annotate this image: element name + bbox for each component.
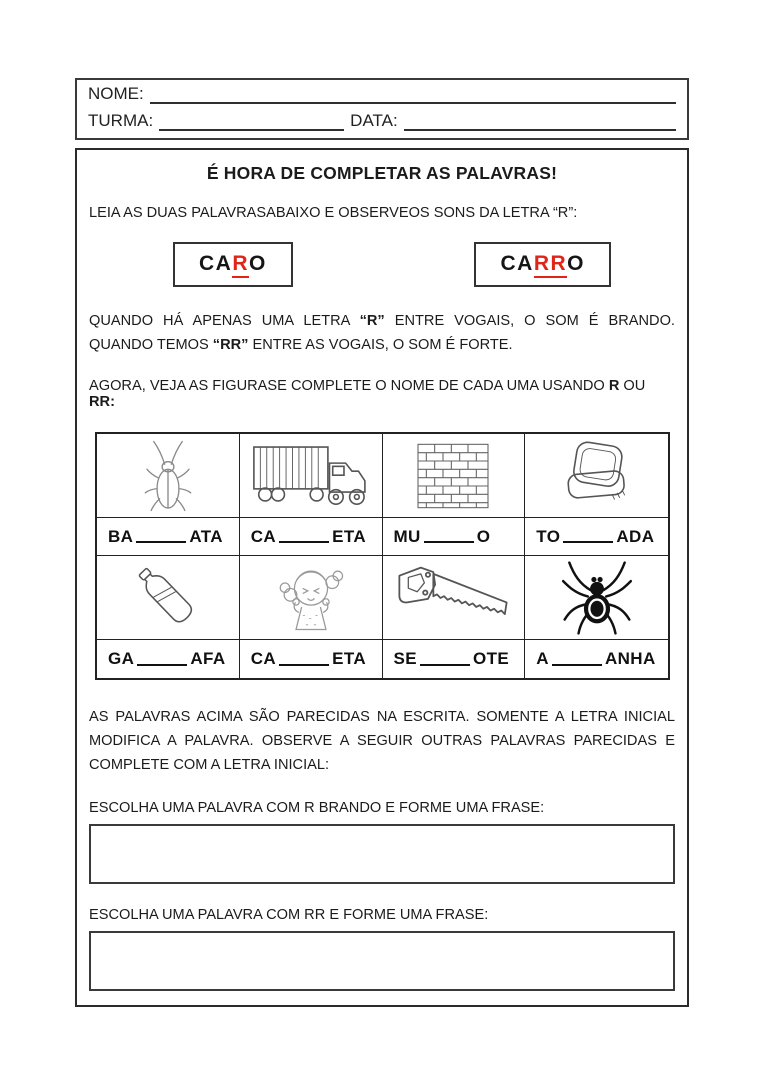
cockroach-icon (142, 439, 194, 513)
word-cell-serrote (383, 640, 526, 678)
lead-instruction: LEIA AS DUAS PALAVRASABAIXO E OBSERVEOS SONS DA LETRA “R”: (89, 205, 578, 221)
answer-blank-serrote[interactable] (420, 653, 470, 666)
picture-cell-serrote (383, 556, 526, 640)
sentence-box-r[interactable] (89, 824, 675, 884)
picture-cell-garrafa (97, 556, 240, 640)
bottle-icon (128, 560, 208, 636)
carro-start: CA (500, 252, 534, 275)
caro-start: CA (199, 252, 233, 275)
answer-blank-careta-2[interactable] (279, 653, 329, 666)
word-cell-carreta-1 (240, 518, 383, 556)
word-prefix: BA (108, 526, 134, 546)
word-prefix: SE (393, 649, 417, 669)
caro-accent-letter: R (232, 252, 249, 278)
word-cell-torrada (525, 518, 668, 556)
word-suffix: ETA (332, 526, 367, 546)
word-suffix: OTE (472, 649, 510, 669)
class-label: TURMA: (88, 111, 154, 131)
prompt-r-brando: ESCOLHA UMA PALAVRA COM R BRANDO E FORME UMA FRASE: (89, 800, 545, 817)
girl-grimace-icon (272, 557, 350, 639)
date-write-line[interactable] (404, 116, 676, 131)
worksheet-title: É HORA DE COMPLETAR AS PALAVRAS! (206, 163, 558, 183)
word-prefix: A (536, 649, 549, 669)
picture-cell-muro (383, 434, 526, 518)
answer-blank-barata[interactable] (136, 530, 186, 543)
example-words-row (89, 242, 675, 287)
rule-bold-rr: “RR” (212, 336, 249, 353)
name-write-line[interactable] (150, 89, 676, 104)
carro-end: O (567, 252, 585, 275)
toast-icon (551, 439, 643, 513)
word-prefix: GA (108, 649, 135, 669)
name-label: NOME: (88, 84, 144, 103)
word-prefix: CA (250, 526, 277, 546)
agora-text-1: AGORA, VEJA AS FIGURASE COMPLETE O NOME DE CADA UMA USANDO (89, 378, 609, 395)
answer-blank-carreta-1[interactable] (279, 530, 329, 543)
caro-end: O (249, 252, 267, 275)
word-prefix: MU (393, 526, 421, 546)
word-suffix: AFA (190, 649, 226, 669)
handsaw-icon (394, 563, 512, 633)
answer-blank-aranha[interactable] (552, 653, 602, 666)
picture-cell-aranha (525, 556, 668, 640)
brick-wall-icon (413, 441, 493, 511)
spider-icon (560, 558, 634, 638)
answer-blank-torrada[interactable] (563, 530, 613, 543)
exercise-instruction (89, 378, 675, 410)
answer-blank-garrafa[interactable] (137, 653, 187, 666)
word-cell-barata (97, 518, 240, 556)
carro-accent-letters: RR (534, 252, 567, 278)
worksheet-body (75, 148, 689, 1007)
rule-text-1: QUANDO HÁ APENAS UMA LETRA (89, 313, 360, 329)
word-card-carro (474, 242, 611, 287)
name-row (88, 85, 676, 104)
word-cell-muro (383, 518, 526, 556)
word-suffix: O (476, 526, 491, 546)
agora-bold-r: R (608, 378, 620, 395)
rule-bold-r: “R” (359, 313, 385, 329)
agora-bold-rr: RR: (89, 394, 115, 411)
answer-blank-muro[interactable] (424, 530, 474, 543)
date-label: DATA: (350, 111, 398, 131)
sentence-box-rr[interactable] (89, 931, 675, 991)
word-cell-careta-2 (240, 640, 383, 678)
word-cell-aranha (525, 640, 668, 678)
class-date-row (88, 112, 676, 131)
word-suffix: ADA (616, 526, 655, 546)
sound-rule-paragraph (89, 310, 675, 357)
class-write-line[interactable] (159, 116, 344, 131)
word-card-caro (173, 242, 293, 287)
truck-icon (250, 439, 372, 513)
picture-cell-barata (97, 434, 240, 518)
word-prefix: CA (250, 649, 277, 669)
prompt-rr: ESCOLHA UMA PALAVRA COM RR E FORME UMA FRASE: (89, 907, 489, 924)
exercise-table (95, 432, 670, 680)
agora-text-2: OU (619, 378, 646, 395)
closing-paragraph: AS PALAVRAS ACIMA SÃO PARECIDAS NA ESCRITA. SOMENTE A LETRA INICIAL MODIFICA A PALAVRA. OBSERVE A SEGUIR OUTRAS PALAVRAS PARECIDAS E COMPLETE COM A LETRA INICIAL: (89, 709, 675, 773)
rule-text-2: ENTRE VOGAIS, O SOM É BRANDO. QUANDO TEMOS (89, 313, 675, 353)
student-info-box (75, 78, 689, 140)
word-cell-garrafa (97, 640, 240, 678)
word-suffix: ANHA (604, 649, 656, 669)
word-suffix: ATA (189, 526, 223, 546)
word-prefix: TO (536, 526, 561, 546)
rule-text-3: ENTRE AS VOGAIS, O SOM É FORTE. (248, 336, 513, 353)
word-suffix: ETA (332, 649, 367, 669)
picture-cell-carreta (240, 434, 383, 518)
picture-cell-careta (240, 556, 383, 640)
picture-cell-torrada (525, 434, 668, 518)
